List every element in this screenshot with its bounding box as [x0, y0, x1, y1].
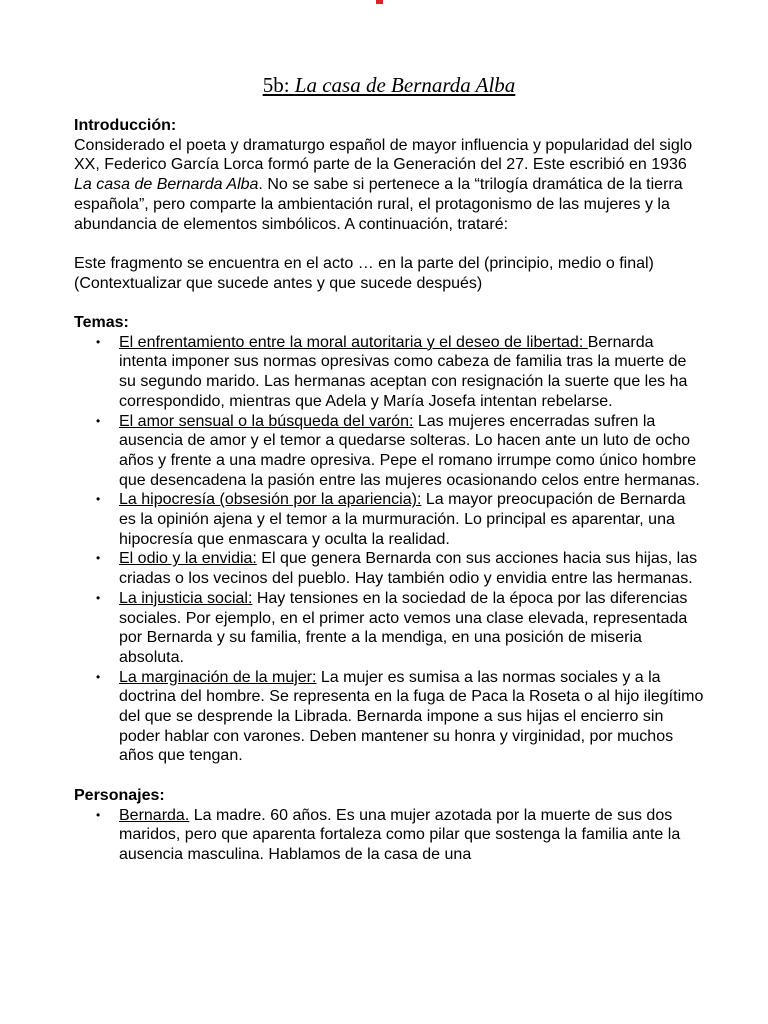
- personajes-heading: Personajes:: [74, 786, 165, 804]
- temas-list: [74, 333, 704, 766]
- intro-work-title: La casa de Bernarda Alba: [74, 176, 259, 194]
- bullet-icon: •: [96, 413, 101, 428]
- item-label: La marginación de la mujer:: [119, 668, 317, 686]
- item-label: La injusticia social:: [119, 589, 253, 607]
- list-item: [74, 549, 704, 588]
- item-label: El odio y la envidia:: [119, 550, 257, 568]
- bullet-icon: •: [96, 807, 101, 822]
- list-item: [74, 589, 704, 668]
- personajes-list: [74, 806, 704, 865]
- list-item: [74, 412, 704, 491]
- list-item: [74, 668, 704, 767]
- item-text: La mayor preocupación de Bernarda es la opinión ajena y el temor a la murmuración. Lo principal es aparentar, una hipocresía que enmascara y oculta la realidad.: [119, 491, 686, 548]
- temas-heading: Temas:: [74, 314, 129, 331]
- item-text: La madre. 60 años. Es una mujer azotada por la muerte de sus dos maridos, pero que aparenta fortaleza como pilar que sostenga la familia ante la ausencia masculina. Hablamos de la casa de una: [119, 806, 681, 863]
- red-page-mark: [376, 0, 383, 4]
- item-text: Hay tensiones en la sociedad de la época por las diferencias sociales. Por ejemplo, en el primer acto vemos una clase elevada, representada por Bernarda y su familia, frente a la mendiga, en una posición de miseria absoluta.: [119, 589, 688, 666]
- intro-heading: Introducción:: [74, 117, 177, 134]
- intro-paragraph: [74, 136, 704, 235]
- fragment-paragraph: Este fragmento se encuentra en el acto … en la parte del (principio, medio o final) (Contextualizar que sucede antes y que sucede después): [74, 254, 654, 292]
- item-text: El que genera Bernarda con sus acciones hacia sus hijas, las criadas o los vecinos del pueblo. Hay también odio y envidia entre las hermanas.: [119, 550, 698, 588]
- bullet-icon: •: [96, 334, 101, 349]
- intro-text-before: Considerado el poeta y dramaturgo español de mayor influencia y popularidad del siglo XX, Federico García Lorca formó parte de la Generación del 27. Este escribió en 1936: [74, 136, 693, 174]
- bullet-icon: •: [96, 551, 101, 566]
- list-item: [74, 806, 704, 865]
- bullet-icon: •: [96, 590, 101, 605]
- item-text: Las mujeres encerradas sufren la ausencia de amor y el temor a quedarse solteras. Lo hacen ante un luto de ocho años y frente a una madre opresiva. Pepe el romano irrumpe como único hombre que desencadena la pasión entre las mujeres ocasionando celos entre hermanas.: [119, 412, 700, 489]
- item-label: El amor sensual o la búsqueda del varón:: [119, 412, 414, 430]
- item-label: La hipocresía (obsesión por la apariencia):: [119, 491, 422, 509]
- document-page: [74, 72, 704, 865]
- title-work: La casa de Bernarda Alba: [294, 73, 516, 97]
- title-prefix: 5b:: [262, 73, 295, 97]
- item-label: El enfrentamiento entre la moral autoritaria y el deseo de libertad:: [119, 333, 588, 351]
- bullet-icon: •: [96, 669, 101, 684]
- intro-text-after: . No se sabe si pertenece a la “trilogía dramática de la tierra española”, pero comparte la ambientación rural, el protagonismo de las mujeres y la abundancia de elementos simbólicos. A continuación, trataré:: [74, 176, 683, 233]
- list-item: [74, 490, 704, 549]
- item-text: Bernarda intenta imponer sus normas opresivas como cabeza de familia tras la muerte de su segundo marido. Las hermanas aceptan con resignación la suerte que les ha correspondido, mientras que Adela y María Josefa intentan rebelarse.: [119, 333, 688, 410]
- list-item: [74, 333, 704, 412]
- document-title: [74, 72, 704, 98]
- bullet-icon: •: [96, 492, 101, 507]
- item-label: Bernarda.: [119, 806, 190, 824]
- item-text: La mujer es sumisa a las normas sociales y a la doctrina del hombre. Se representa en la fuga de Paca la Roseta o al hijo ilegítimo del que se desprende la Librada. Bernarda impone a sus hijas el encierro sin poder hablar con varones. Deben mantener su honra y virginidad, por muchos años que tengan.: [119, 668, 704, 765]
